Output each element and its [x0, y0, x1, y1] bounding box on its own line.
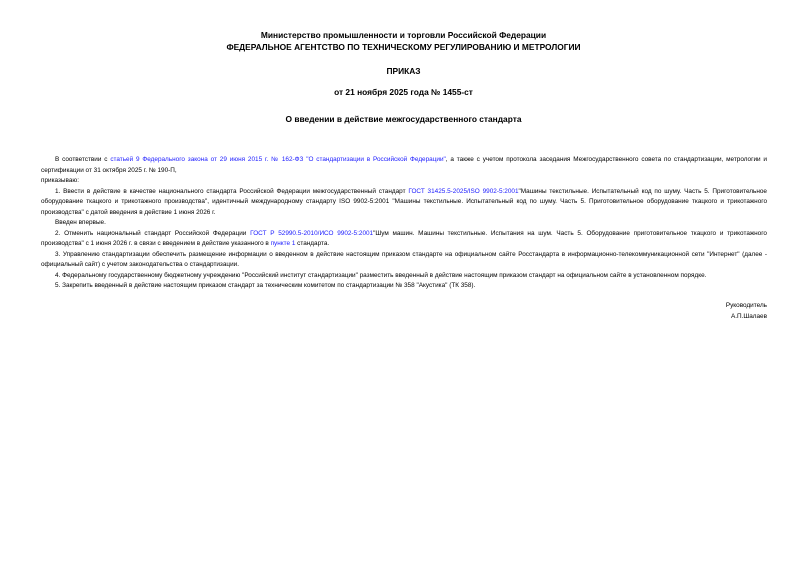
item-2-text-2: "Шум машин. Машины текстильные. Испытания на шум. Часть 5. Оборудование приготовительное ткацкого и трикотажного производства" с 1 июня 2026 г. в связи с введением в действие указанного в [41, 229, 767, 247]
first-time-note: Введен впервые. [55, 219, 106, 226]
document-date-number: от 21 ноября 2025 года № 1455-ст [334, 87, 473, 97]
document-body [41, 155, 767, 292]
item-1-text-1: 1. Ввести в действие в качестве национального стандарта Российской Федерации межгосударственный стандарт [55, 187, 406, 195]
preamble-text-1: В соответствии с [55, 156, 108, 163]
federal-law-link[interactable]: статьей 9 Федерального закона от 29 июня 2015 г. № 162-ФЗ "О стандартизации в Российской Федерации" [110, 156, 446, 163]
document-subject: О введении в действие межгосударственного стандарта [285, 114, 522, 124]
preamble-paragraph [41, 155, 767, 176]
gost-r-52990-link[interactable]: ГОСТ Р 52990.5-2010/ИСО 9902-5:2001 [250, 229, 374, 237]
item-2-text-1: 2. Отменить национальный стандарт Российской Федерации [55, 229, 247, 237]
ministry-name: Министерство промышленности и торговли Российской Федерации [260, 30, 547, 40]
item-1-paragraph [41, 187, 767, 219]
item-3-paragraph: 3. Управлению стандартизации обеспечить размещение информации о введенном в действие настоящим приказом стандарте на официальном сайте Росстандарта в информационно-телекоммуникационной сети "Интернет" (далее - официальный сайт) с учетом законодательства о стандартизации. [41, 250, 767, 268]
order-word: приказываю: [41, 177, 79, 184]
item-1-text-2: "Машины текстильные. Испытательный код по шуму. Часть 5. Приготовительное оборудование ткацкого и трикотажного производства", идентичный международному стандарту ISO 9902-5:2001 "Машины текстильные. Испытательный код по шуму. Часть 5. Приготовительное оборудование ткацкого и трикотажного производства" с датой введения в действие 1 июня 2026 г. [41, 187, 767, 216]
item-2-text-3: стандарта. [297, 240, 330, 247]
item-2-paragraph [41, 229, 767, 250]
item-4-paragraph: 4. Федеральному государственному бюджетному учреждению "Российский институт стандартизации" разместить введенный в действие настоящим приказом стандарт на официальном сайте в установленном порядке. [55, 271, 707, 279]
gost-31425-link[interactable]: ГОСТ 31425.5-2025/ISO 9902-5:2001 [408, 187, 519, 195]
signature-name: А.П.Шалаев [730, 313, 767, 320]
item-5-paragraph: 5. Закрепить введенный в действие настоящим приказом стандарт за техническим комитетом по стандартизации № 358 "Акустика" (ТК 358). [55, 282, 476, 289]
item-1-reference-link[interactable]: пункте 1 [270, 240, 296, 247]
agency-name: ФЕДЕРАЛЬНОЕ АГЕНТСТВО ПО ТЕХНИЧЕСКОМУ РЕГУЛИРОВАНИЮ И МЕТРОЛОГИИ [226, 42, 581, 52]
document-type: ПРИКАЗ [386, 66, 421, 76]
preamble-text-2: , а также с учетом протокола заседания Межгосударственного совета по стандартизации, метрологии и сертификации от 31 октября 2025 г. № 190-П, [41, 156, 767, 174]
signature-title: Руководитель [725, 302, 767, 309]
